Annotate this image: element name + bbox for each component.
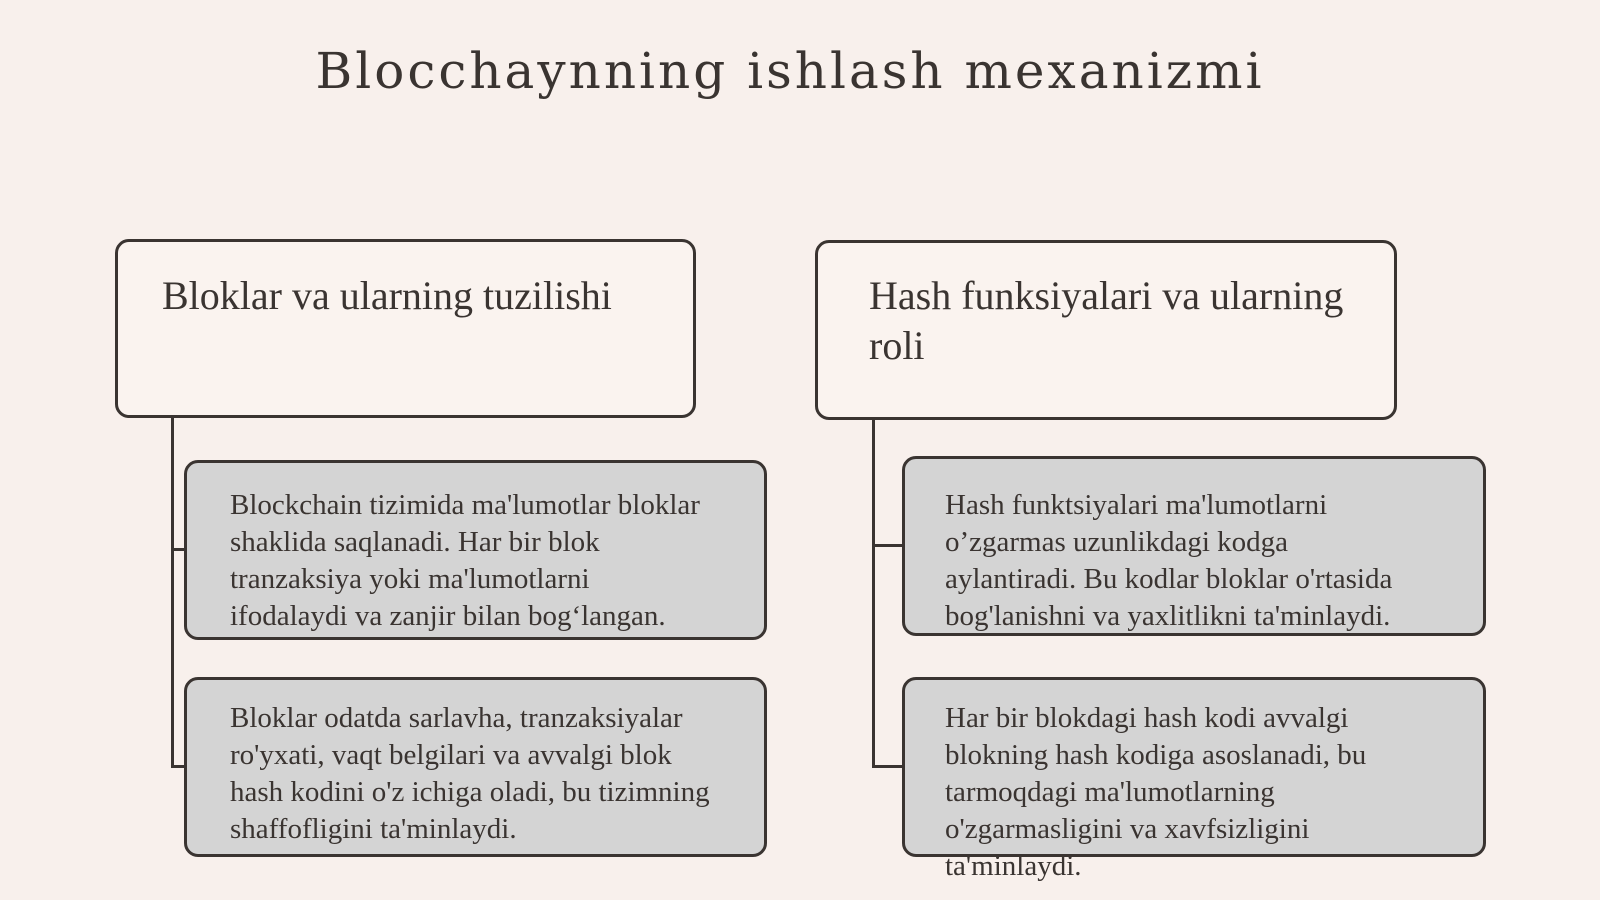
- connector-right-vertical: [872, 418, 875, 768]
- info-text-blocks-1: Blockchain tizimida ma'lumotlar bloklar shaklida saqlanadi. Har bir blok tranzaksiya yoki ma'lumotlarni ifodalaydi va zanjir bilan bog‘langan.: [230, 489, 700, 632]
- info-box-hash-1: [902, 456, 1486, 636]
- connector-left-vertical: [171, 416, 174, 768]
- info-text-hash-1: Hash funktsiyalari ma'lumotlarni o’zgarmas uzunlikdagi kodga aylantiradi. Bu kodlar bloklar o'rtasida bog'lanishni va yaxlitlikni ta'minlaydi.: [945, 489, 1393, 632]
- connector-left-branch-2: [171, 765, 185, 768]
- heading-box-blocks: [115, 239, 696, 418]
- heading-hash: Hash funksiyalari va ularning roli: [869, 273, 1344, 368]
- info-text-hash-2: Har bir blokdagi hash kodi avvalgi blokning hash kodiga asoslanadi, bu tarmoqdagi ma'lumotlarning o'zgarmasligini va xavfsizligini ta'minlaydi.: [945, 702, 1367, 882]
- heading-box-hash: [815, 240, 1397, 420]
- slide-title: Blocchaynning ishlash mexanizmi: [315, 42, 1265, 100]
- heading-blocks: Bloklar va ularning tuzilishi: [162, 273, 612, 318]
- connector-right-branch-1: [872, 544, 903, 547]
- connector-left-branch-1: [171, 548, 185, 551]
- connector-right-branch-2: [872, 765, 903, 768]
- info-box-hash-2: [902, 677, 1486, 882]
- info-box-blocks-2: [184, 677, 767, 857]
- info-text-blocks-2: Bloklar odatda sarlavha, tranzaksiyalar ro'yxati, vaqt belgilari va avvalgi blok hash kodini o'z ichiga oladi, bu tizimning shaffofligini ta'minlaydi.: [230, 702, 710, 845]
- info-box-blocks-1: [184, 460, 767, 640]
